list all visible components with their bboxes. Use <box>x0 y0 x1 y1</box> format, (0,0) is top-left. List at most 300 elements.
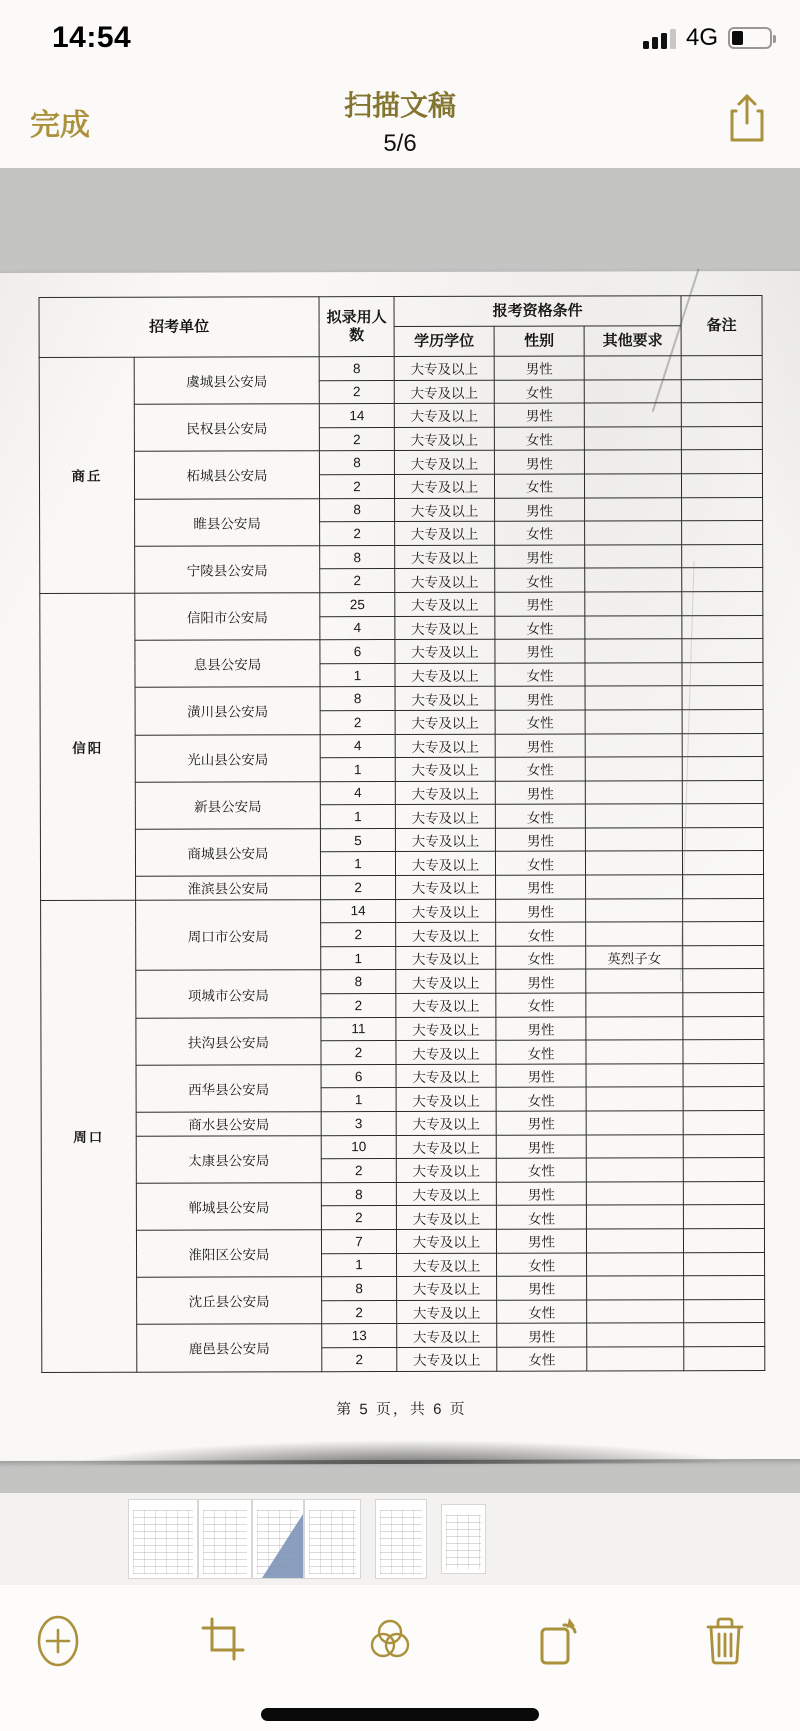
cell-gender: 男性 <box>495 639 585 663</box>
cell-other-requirement <box>585 710 682 734</box>
cell-planned-count: 2 <box>320 569 395 593</box>
cellular-signal-icon <box>643 27 676 49</box>
cell-remark <box>682 474 763 498</box>
page-thumbnail-1[interactable] <box>128 1499 198 1579</box>
cell-gender: 女性 <box>495 757 585 781</box>
cell-planned-count: 8 <box>320 498 395 522</box>
cell-remark <box>683 1016 764 1040</box>
cell-remark <box>683 1158 764 1182</box>
cell-gender: 男性 <box>496 1064 586 1088</box>
cell-remark <box>684 1252 765 1276</box>
share-button[interactable] <box>726 92 768 147</box>
cell-planned-count: 8 <box>322 1277 397 1301</box>
cell-unit: 柘城县公安局 <box>134 451 319 499</box>
cell-gender: 女性 <box>497 1300 587 1324</box>
cell-gender: 女性 <box>496 993 586 1017</box>
delete-button[interactable] <box>702 1615 748 1670</box>
cell-remark <box>682 851 763 875</box>
cell-gender: 女性 <box>497 1347 587 1371</box>
paper-curl-shadow <box>0 1437 800 1465</box>
cell-gender: 女性 <box>495 616 585 640</box>
cell-remark <box>682 709 763 733</box>
cell-education: 大专及以上 <box>394 474 494 498</box>
page-indicator: 5/6 <box>383 130 417 157</box>
cell-remark <box>681 403 762 427</box>
cell-gender: 女性 <box>497 1253 587 1277</box>
cell-gender: 男性 <box>494 356 584 380</box>
cell-gender: 女性 <box>495 568 585 592</box>
table-row <box>40 827 763 852</box>
cell-unit: 西华县公安局 <box>136 1065 321 1113</box>
cell-unit: 信阳市公安局 <box>135 593 320 641</box>
cell-remark <box>683 1063 764 1087</box>
cell-education: 大专及以上 <box>395 687 495 711</box>
cell-education: 大专及以上 <box>396 899 496 923</box>
cell-gender: 女性 <box>494 427 584 451</box>
cell-other-requirement <box>586 1182 683 1206</box>
table-row <box>40 639 763 664</box>
clock: 14:54 <box>52 21 132 54</box>
cell-education: 大专及以上 <box>396 1111 496 1135</box>
cell-education: 大专及以上 <box>396 1158 496 1182</box>
cell-remark <box>683 1040 764 1064</box>
cell-planned-count: 3 <box>321 1112 396 1136</box>
cell-remark <box>684 1276 765 1300</box>
cell-remark <box>682 639 763 663</box>
cell-planned-count: 2 <box>321 1206 396 1230</box>
table-row <box>41 1063 764 1088</box>
cell-education: 大专及以上 <box>397 1300 497 1324</box>
cell-city: 商丘 <box>39 357 135 593</box>
table-row <box>40 497 763 522</box>
cell-other-requirement <box>585 592 682 616</box>
rotate-icon <box>534 1615 584 1667</box>
cell-remark <box>683 1111 764 1135</box>
crop-icon <box>199 1615 247 1663</box>
cell-gender: 男性 <box>495 781 585 805</box>
cell-gender: 男性 <box>496 899 586 923</box>
table-row <box>41 875 764 900</box>
cell-other-requirement <box>585 662 682 686</box>
cell-remark <box>681 450 762 474</box>
cell-gender: 女性 <box>495 663 585 687</box>
cell-remark <box>682 497 763 521</box>
cell-education: 大专及以上 <box>395 521 495 545</box>
cell-education: 大专及以上 <box>395 498 495 522</box>
cell-unit: 息县公安局 <box>135 640 320 688</box>
cell-other-requirement <box>586 993 683 1017</box>
cell-education: 大专及以上 <box>396 1017 496 1041</box>
cell-other-requirement <box>587 1252 684 1276</box>
cell-other-requirement <box>586 1134 683 1158</box>
cell-planned-count: 10 <box>321 1135 396 1159</box>
cell-education: 大专及以上 <box>395 734 495 758</box>
cell-planned-count: 14 <box>321 899 396 923</box>
table-row <box>41 1134 764 1159</box>
cell-other-requirement <box>585 545 682 569</box>
table-header <box>39 296 762 358</box>
cell-unit: 商城县公安局 <box>135 829 320 877</box>
cell-other-requirement <box>585 497 682 521</box>
cell-unit: 鹿邑县公安局 <box>137 1324 322 1372</box>
cell-unit: 商水县公安局 <box>136 1112 321 1136</box>
header-remark: 备注 <box>681 296 762 356</box>
cell-other-requirement <box>586 1040 683 1064</box>
page-thumbnail-4[interactable] <box>304 1499 361 1579</box>
cell-education: 大专及以上 <box>396 1206 496 1230</box>
cell-planned-count: 2 <box>321 1041 396 1065</box>
table-row <box>39 450 762 475</box>
cell-gender: 男性 <box>496 875 586 899</box>
cell-unit: 淮阳区公安局 <box>136 1230 321 1278</box>
cell-planned-count: 11 <box>321 1017 396 1041</box>
cell-remark <box>684 1299 765 1323</box>
cell-remark <box>682 591 763 615</box>
cell-gender: 女性 <box>496 1087 586 1111</box>
cell-remark <box>682 686 763 710</box>
cell-gender: 女性 <box>496 1158 586 1182</box>
header-unit: 招考单位 <box>39 297 319 358</box>
cell-other-requirement <box>587 1323 684 1347</box>
cell-planned-count: 1 <box>322 1253 397 1277</box>
cell-planned-count: 8 <box>319 451 394 475</box>
cell-education: 大专及以上 <box>395 639 495 663</box>
cell-planned-count: 1 <box>320 805 395 829</box>
cell-gender: 女性 <box>494 380 584 404</box>
cell-education: 大专及以上 <box>396 1182 496 1206</box>
cell-other-requirement <box>585 615 682 639</box>
table-row <box>40 544 763 569</box>
cell-education: 大专及以上 <box>396 1135 496 1159</box>
battery-icon <box>728 27 772 49</box>
cell-gender: 男性 <box>496 1182 586 1206</box>
scanned-document-image[interactable] <box>0 168 800 1493</box>
cell-unit: 沈丘县公安局 <box>137 1277 322 1325</box>
cell-remark <box>682 780 763 804</box>
cell-planned-count: 6 <box>320 640 395 664</box>
cell-other-requirement <box>586 1111 683 1135</box>
cell-unit: 周口市公安局 <box>136 899 321 970</box>
cell-remark <box>683 875 764 899</box>
cell-planned-count: 8 <box>319 357 394 381</box>
cell-planned-count: 4 <box>320 616 395 640</box>
cell-education: 大专及以上 <box>396 970 496 994</box>
add-page-icon <box>36 1615 80 1667</box>
cell-remark <box>683 1087 764 1111</box>
cell-planned-count: 8 <box>320 687 395 711</box>
cell-education: 大专及以上 <box>394 451 494 475</box>
cell-remark <box>683 993 764 1017</box>
page-thumbnail-6[interactable] <box>441 1504 486 1574</box>
cell-education: 大专及以上 <box>395 781 495 805</box>
cell-other-requirement <box>585 804 682 828</box>
cell-other-requirement <box>584 427 681 451</box>
cell-education: 大专及以上 <box>396 1064 496 1088</box>
cell-gender: 男性 <box>496 1111 586 1135</box>
cell-education: 大专及以上 <box>395 569 495 593</box>
cell-planned-count: 2 <box>322 1300 397 1324</box>
add-page-button[interactable] <box>36 1615 80 1670</box>
cell-education: 大专及以上 <box>396 1229 496 1253</box>
cell-education: 大专及以上 <box>397 1324 497 1348</box>
cell-other-requirement <box>586 898 683 922</box>
cell-education: 大专及以上 <box>395 805 495 829</box>
table-body <box>39 356 765 1372</box>
table-row <box>40 591 763 616</box>
recruitment-table <box>39 295 766 1372</box>
table-row <box>40 780 763 805</box>
cell-remark <box>681 379 762 403</box>
cell-other-requirement <box>585 733 682 757</box>
cell-planned-count: 2 <box>321 994 396 1018</box>
cell-planned-count: 8 <box>320 545 395 569</box>
cell-planned-count: 2 <box>319 427 394 451</box>
cell-education: 大专及以上 <box>395 828 495 852</box>
status-bar <box>0 0 800 62</box>
cell-remark <box>683 922 764 946</box>
cell-remark <box>682 827 763 851</box>
cell-remark <box>682 733 763 757</box>
cell-education: 大专及以上 <box>395 757 495 781</box>
cell-education: 大专及以上 <box>394 356 494 380</box>
cell-education: 大专及以上 <box>396 993 496 1017</box>
cell-education: 大专及以上 <box>397 1347 497 1371</box>
cell-other-requirement <box>585 639 682 663</box>
cell-planned-count: 1 <box>321 946 396 970</box>
cell-other-requirement <box>586 875 683 899</box>
cell-education: 大专及以上 <box>396 922 496 946</box>
cell-city: 周口 <box>41 900 137 1372</box>
cell-planned-count: 25 <box>320 592 395 616</box>
page-title: 扫描文稿 <box>343 90 456 121</box>
cell-gender: 男性 <box>495 828 585 852</box>
cell-remark <box>683 1229 764 1253</box>
header-planned-count: 拟录用人数 <box>319 297 394 357</box>
cell-gender: 女性 <box>496 1040 586 1064</box>
filters-button[interactable] <box>365 1615 415 1668</box>
cell-gender: 男性 <box>494 450 584 474</box>
header-other: 其他要求 <box>584 326 681 356</box>
cell-unit: 光山县公安局 <box>135 734 320 782</box>
cell-remark <box>683 1134 764 1158</box>
cell-gender: 男性 <box>497 1323 587 1347</box>
cell-planned-count: 2 <box>321 876 396 900</box>
cell-gender: 女性 <box>494 474 584 498</box>
cell-unit: 宁陵县公安局 <box>135 545 320 593</box>
network-type-label: 4G <box>685 24 718 51</box>
cell-other-requirement <box>586 922 683 946</box>
cell-other-requirement <box>586 969 683 993</box>
cell-gender: 女性 <box>496 946 586 970</box>
cell-gender: 男性 <box>496 969 586 993</box>
table-row <box>42 1323 765 1348</box>
cell-gender: 女性 <box>496 922 586 946</box>
header-gender: 性别 <box>494 326 584 356</box>
cell-remark <box>684 1346 765 1370</box>
filters-icon <box>365 1615 415 1665</box>
cell-remark <box>683 1181 764 1205</box>
cell-remark <box>683 1205 764 1229</box>
cell-other-requirement <box>587 1347 684 1371</box>
cell-education: 大专及以上 <box>394 380 494 404</box>
cell-remark <box>683 898 764 922</box>
cell-education: 大专及以上 <box>395 663 495 687</box>
cell-unit: 项城市公安局 <box>136 970 321 1018</box>
cell-planned-count: 1 <box>320 663 395 687</box>
cell-gender: 男性 <box>495 686 585 710</box>
cell-education: 大专及以上 <box>396 946 496 970</box>
cell-education: 大专及以上 <box>396 1088 496 1112</box>
cell-planned-count: 8 <box>321 1182 396 1206</box>
cell-city: 信阳 <box>40 593 136 900</box>
cell-gender: 男性 <box>496 1135 586 1159</box>
cell-planned-count: 13 <box>322 1324 397 1348</box>
cell-remark <box>682 521 763 545</box>
cell-gender: 男性 <box>497 1276 587 1300</box>
cell-unit: 睢县公安局 <box>135 498 320 546</box>
cell-gender: 男性 <box>495 545 585 569</box>
home-indicator[interactable] <box>261 1708 539 1721</box>
cell-other-requirement <box>584 379 681 403</box>
cell-other-requirement <box>585 686 682 710</box>
cell-unit: 新县公安局 <box>135 781 320 829</box>
cell-gender: 男性 <box>495 592 585 616</box>
share-icon <box>726 92 768 144</box>
cell-other-requirement: 英烈子女 <box>586 946 683 970</box>
cell-other-requirement <box>586 1064 683 1088</box>
cell-other-requirement <box>584 403 681 427</box>
cell-planned-count: 2 <box>319 380 394 404</box>
cell-education: 大专及以上 <box>395 616 495 640</box>
cell-education: 大专及以上 <box>395 545 495 569</box>
cell-other-requirement <box>586 1087 683 1111</box>
cell-other-requirement <box>586 1158 683 1182</box>
table-row <box>41 969 764 994</box>
cell-education: 大专及以上 <box>397 1253 497 1277</box>
cell-unit: 郸城县公安局 <box>136 1182 321 1230</box>
cell-education: 大专及以上 <box>395 710 495 734</box>
document-page-footer: 第 5 页，共 6 页 <box>336 1400 467 1419</box>
rotate-button[interactable] <box>534 1615 584 1670</box>
cell-other-requirement <box>586 1229 683 1253</box>
cell-planned-count: 4 <box>320 781 395 805</box>
header-education: 学历学位 <box>394 326 494 356</box>
cell-other-requirement <box>586 1205 683 1229</box>
cell-other-requirement <box>587 1276 684 1300</box>
cell-planned-count: 1 <box>320 852 395 876</box>
cell-remark <box>682 615 763 639</box>
cell-other-requirement <box>585 757 682 781</box>
cell-planned-count: 6 <box>321 1064 396 1088</box>
cell-gender: 男性 <box>496 1017 586 1041</box>
cell-planned-count: 1 <box>320 758 395 782</box>
table-row <box>42 1276 765 1301</box>
trash-icon <box>702 1615 748 1667</box>
cell-unit: 虞城县公安局 <box>134 357 319 405</box>
cell-other-requirement <box>585 568 682 592</box>
cell-remark <box>682 757 763 781</box>
cell-planned-count: 2 <box>321 1159 396 1183</box>
cell-education: 大专及以上 <box>394 427 494 451</box>
cell-remark <box>681 356 762 380</box>
cell-gender: 女性 <box>496 1205 586 1229</box>
cell-unit: 扶沟县公安局 <box>136 1017 321 1065</box>
cell-planned-count: 2 <box>322 1347 397 1371</box>
page-thumbnail-5[interactable] <box>375 1499 427 1579</box>
table-row <box>41 1181 764 1206</box>
cell-gender: 女性 <box>495 851 585 875</box>
table-row <box>41 1229 764 1254</box>
cell-other-requirement <box>587 1300 684 1324</box>
cell-planned-count: 4 <box>320 734 395 758</box>
cell-remark <box>682 662 763 686</box>
navigation-bar <box>0 62 800 168</box>
page-thumbnail-strip <box>0 1493 800 1585</box>
cell-gender: 女性 <box>495 710 585 734</box>
cell-other-requirement <box>586 1016 683 1040</box>
cell-planned-count: 2 <box>319 474 394 498</box>
cell-planned-count: 2 <box>320 522 395 546</box>
cell-remark <box>684 1323 765 1347</box>
cell-planned-count: 2 <box>320 710 395 734</box>
cell-gender: 男性 <box>494 403 584 427</box>
cell-gender: 男性 <box>495 734 585 758</box>
cell-unit: 民权县公安局 <box>134 404 319 452</box>
cell-planned-count: 1 <box>321 1088 396 1112</box>
cell-other-requirement <box>585 851 682 875</box>
table-row <box>41 898 764 923</box>
cell-unit: 淮滨县公安局 <box>136 876 321 900</box>
cell-unit: 太康县公安局 <box>136 1135 321 1183</box>
cell-education: 大专及以上 <box>396 1040 496 1064</box>
cell-remark <box>681 426 762 450</box>
header-qualification: 报考资格条件 <box>394 296 681 327</box>
cell-gender: 女性 <box>495 804 585 828</box>
page-thumbnail-3[interactable] <box>252 1499 304 1579</box>
cell-planned-count: 8 <box>321 970 396 994</box>
cell-education: 大专及以上 <box>395 592 495 616</box>
cell-remark <box>683 945 764 969</box>
cell-planned-count: 5 <box>320 828 395 852</box>
cell-gender: 男性 <box>496 1229 586 1253</box>
cell-education: 大专及以上 <box>395 852 495 876</box>
cell-gender: 男性 <box>495 498 585 522</box>
cell-remark <box>683 969 764 993</box>
table-row <box>39 356 762 381</box>
cell-other-requirement <box>584 450 681 474</box>
cell-other-requirement <box>585 780 682 804</box>
cell-planned-count: 14 <box>319 404 394 428</box>
cell-education: 大专及以上 <box>396 875 496 899</box>
table-row <box>40 733 763 758</box>
cell-other-requirement <box>585 521 682 545</box>
cell-other-requirement <box>584 474 681 498</box>
cell-remark <box>682 804 763 828</box>
crop-button[interactable] <box>199 1615 247 1666</box>
page-thumbnail-2[interactable] <box>198 1499 252 1579</box>
cell-planned-count: 7 <box>321 1229 396 1253</box>
paper-sheet <box>0 271 800 1461</box>
cell-other-requirement <box>585 828 682 852</box>
cell-unit: 潢川县公安局 <box>135 687 320 735</box>
table-row <box>41 1016 764 1041</box>
table-row <box>41 1111 764 1136</box>
cell-planned-count: 2 <box>321 923 396 947</box>
done-button[interactable]: 完成 <box>30 100 90 144</box>
table-row <box>40 686 763 711</box>
cell-education: 大专及以上 <box>397 1276 497 1300</box>
cell-gender: 女性 <box>495 521 585 545</box>
